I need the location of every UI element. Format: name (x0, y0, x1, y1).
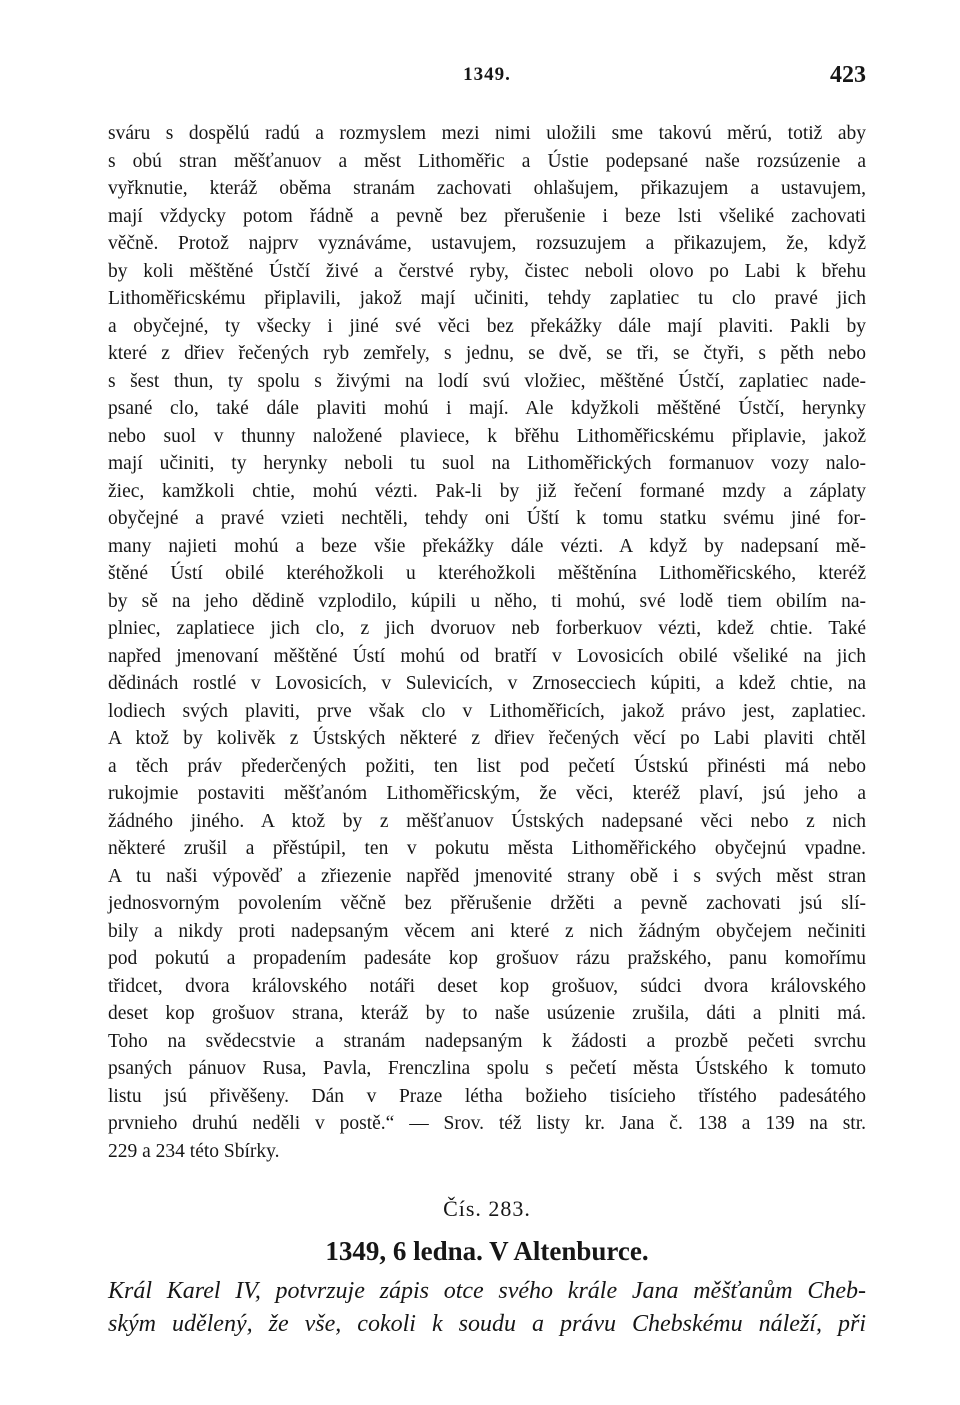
text-line: štěné Ústí obilé kteréhožkoli u kteréhožkoli měštěnína Lithoměřicského, kteréž (108, 563, 866, 584)
text-line: mají učiniti, ty herynky neboli tu suol na Lithoměřických formanuov vozy nalo- (108, 453, 866, 474)
document-date-place: 1349, 6 ledna. V Altenburce. (325, 1236, 649, 1266)
text-line: A ktož by kolivěk z Ústských některé z dřiev řečených věcí po Labi plaviti chtěl (108, 728, 866, 749)
body-text (108, 120, 866, 1165)
text-line: Toho na svědecstvie a stranám nadepsaným k žádosti a prozbě pečeti svrchu (108, 1030, 866, 1052)
text-line: a těch práv přederčených požiti, ten list pod pečetí Ústskú přinésti má nebo (108, 755, 866, 777)
text-line: deset kop grošuov strana, kteráž by to naše usúzenie zrušila, dáti a plniti má. (108, 1003, 866, 1024)
text-line: psané clo, také dále plaviti mohú i mají. Ale kdyžkoli měštěné Ústčí, herynky (108, 398, 866, 419)
document-regest (108, 1275, 866, 1341)
text-line: A tu naši výpověď a zřiezenie napřěd jmenovité strany obě i s svých měst stran (108, 865, 866, 887)
text-line: obyčejné a pravé vzieti nechtěli, tehdy oni Úští k tomu statku svému jiné for- (108, 508, 866, 529)
text-line: prvnieho druhú neděli v postě.“ — Srov. též listy kr. Jana č. 138 a 139 na str. (108, 1113, 866, 1134)
text-line: rukojmie postaviti měšťanóm Lithoměřicským, že věci, kteréž plaví, jsú jeho a (108, 783, 866, 804)
text-line: many najieti mohú a beze všie překážky dále vézti. A když by nadepsaní mě- (108, 535, 866, 557)
text-line: plniec, zaplatiece jich clo, z jich dvoruov neb forberkuov vézti, kdež chtie. Také (108, 618, 866, 639)
text-line: bily a nikdy proti nadepsaným věcem ani které z nich žádným obyčejem nečiniti (108, 920, 866, 942)
document-number: Čís. 283. (443, 1196, 531, 1221)
text-line: dědinách rostlé v Lovosicích, v Sulevicích, v Zrnosecciech kúpiti, a kdež chtie, na (108, 673, 866, 694)
text-line: s obú stran měšťanuov a měst Lithoměřic a Ústie podepsané naše rozsúzenie a (108, 150, 866, 172)
text-line: některé zrušil a přěstúpil, ten v pokutu města Lithoměřického obyčejnú vpadne. (108, 838, 866, 859)
text-line: žiec, kamžkoli chtie, mohú vézti. Pak-li by již řečení formané mzdy a záplaty (108, 480, 866, 502)
text-line: psaných pánuov Rusa, Pavla, Frenczlina spolu s pečetí města Ústského k tomuto (108, 1058, 866, 1079)
header-year: 1349. (463, 64, 511, 85)
text-line: které z dřiev řečených ryb zemřely, s jednu, se dvě, se tři, se čtyři, s pěth nebo (108, 343, 866, 364)
text-line: žádného jiného. A ktož by z měšťanuov Ústských nadepsané věci nebo z nich (108, 810, 866, 832)
text-line: Lithoměřicskému připlavili, jakož mají učiniti, tehdy zaplatiec tu clo pravé jich (108, 288, 866, 309)
text-line: by koli měštěné Ústčí živé a čerstvé ryby, čistec neboli olovo po Labi k břehu (108, 260, 866, 282)
regest-line: Král Karel IV, potvrzuje zápis otce svého krále Jana měšťanům Cheb- (108, 1278, 866, 1304)
text-line: vyřknutie, kteráž oběma stranám zachovati ohlašujem, přikazujem a ustavujem, (108, 178, 866, 199)
page-number: 423 (830, 62, 866, 88)
text-line: lodiech svých plaviti, prve však clo v Lithoměřicích, jakož právo jest, zaplatiec. (108, 700, 866, 722)
text-line: věčně. Protož najprv vyznáváme, ustavujem, rozsuzujem a přikazujem, že, když (108, 233, 866, 254)
text-line: napřed jmenovaní měštěné Ústí mohú od bratří v Lovosicích obilé všeliké na jich (108, 645, 866, 667)
text-line: třidcet, dvora královského notáři deset kop grošuov, súdci dvora královského (108, 975, 866, 997)
text-line: listu jsú přivěšeny. Dán v Praze létha božieho tisícieho třístého padesátého (108, 1085, 866, 1107)
text-line: a obyčejné, ty všecky i jiné své věci bez překážky dále mají plaviti. Pakli by (108, 315, 866, 337)
text-line: sváru s dospělú radú a rozmyslem mezi nimi uložili sme takovú měrú, totiž aby (108, 123, 866, 144)
regest-line: ským udělený, že vše, cokoli k soudu a právu Chebskému náleží, při (108, 1311, 866, 1337)
text-line: 229 a 234 této Sbírky. (108, 1140, 280, 1162)
text-line: by sě na jeho dědině vzplodilo, kúpili u něho, ti mohú, své lodě tiem obilím na- (108, 590, 866, 612)
text-line: mají vždycky potom řádně a pevně bez přerušenie i beze lsti všeliké zachovati (108, 205, 866, 227)
text-line: jednosvorným povolením věčně bez přěrušenie držěti a pevně zachovati jsú slí- (108, 893, 866, 914)
text-line: nebo suol v thunny naložené plaviece, k břěhu Lithoměřicskému připlavie, jakož (108, 425, 866, 447)
running-header (108, 64, 866, 94)
text-line: pod pokutú a propadením padesáte kop grošuov rázu pražského, panu komořímu (108, 948, 866, 969)
text-line: s šest thun, ty spolu s živými na lodí svú vložiec, měštěné Ústčí, zaplatiec nade- (108, 370, 866, 392)
